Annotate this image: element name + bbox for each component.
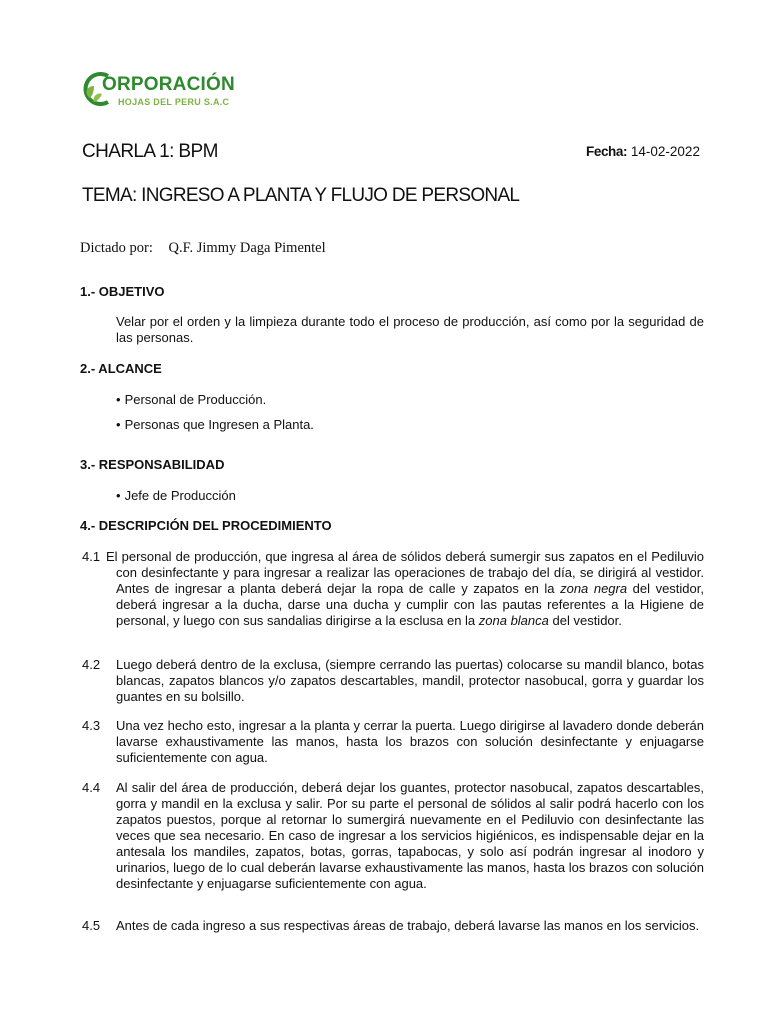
section-heading-objetivo: 1.- OBJETIVO [80,284,165,299]
procedure-text-4-2: Luego deberá dentro de la exclusa, (siempre cerrando las puertas) colocarse su mandil blanco, botas blancas, zapatos blancos y/o zapatos descartables, mandil, protector nasobucal, gorra y guardar los guantes en su bolsillo. [116,657,704,704]
procedure-text-4-3: Una vez hecho esto, ingresar a la planta y cerrar la puerta. Luego dirigirse al lavadero donde deberán lavarse exhaustivamente las manos, hasta los brazos con solución desinfectante y enjuagarse suficientemente con agua. [116,718,704,765]
section-heading-descripcion: 4.- DESCRIPCIÓN DEL PROCEDIMIENTO [80,518,332,533]
procedure-number: 4.2 [82,657,101,672]
procedure-text-4-1 [106,549,704,629]
logo-title: ORPORACIÓN [102,74,235,95]
company-logo [80,66,240,114]
procedure-number: 4.1 [82,549,101,564]
logo-subtitle: HOJAS DEL PERU S.A.C [118,97,230,107]
list-item-text: Jefe de Producción [124,488,236,503]
procedure-number: 4.3 [82,718,101,733]
charla-title: CHARLA 1: BPM [82,141,218,162]
speaker-label: Dictado por: [80,240,153,256]
bullet-icon: • [116,488,121,503]
list-item [116,488,236,503]
procedure-number: 4.4 [82,780,101,795]
procedure-text-4-4: Al salir del área de producción, deberá dejar los guantes, protector nasobucal, zapatos descartables, gorra y mandil en la exclusa y salir. Por su parte el personal de sólidos al salir podrá hacerlo con los zapatos puestos, porque al retornar lo sumergirá nuevamente en el Pediluvio con desinfectante las veces que sea necesario. En caso de ingresar a los servicios higiénicos, es indispensable dejar en la antesala los mandiles, zapatos, botas, gorras, tapabocas, y solo así podrán ingresar al inodoro y urinarios, luego de lo cual deberán lavarse exhaustivamente las manos, hasta los brazos con solución desinfectante y enjuagarse suficientemente con agua. [116,780,704,891]
procedure-text-4-5: Antes de cada ingreso a sus respectivas áreas de trabajo, deberá lavarse las manos en los servicios. [116,918,700,933]
procedure-text-part: del vestidor. [548,613,622,628]
bullet-icon: • [116,417,121,432]
procedure-text-emphasis: zona blanca [478,613,549,628]
tema-title: TEMA: INGRESO A PLANTA Y FLUJO DE PERSONAL [82,185,520,206]
date-label: Fecha: [586,144,628,159]
date-value: 14-02-2022 [630,144,700,159]
list-item-text: Personas que Ingresen a Planta. [124,417,314,432]
bullet-icon: • [116,392,121,407]
list-item-text: Personal de Producción. [124,392,267,407]
section-heading-alcance: 2.- ALCANCE [80,361,162,376]
procedure-number: 4.5 [82,918,101,933]
procedure-text-emphasis: zona negra [560,581,628,596]
date-field [586,144,700,159]
list-item [116,417,314,432]
procedure-text-part: El personal de producción, que ingresa al área de sólidos deberá sumergir sus zapatos en el Pediluvio con desinfectante y para ingresar a realizar las operaciones de trabajo del día, se dirigirá al vestidor. Antes de ingresar a planta deberá dejar la ropa de calle y zapatos en la [106,549,704,596]
list-item [116,392,266,407]
procedure-text-part: del vestidor, deberá ingresar a la ducha, darse una ducha y cumplir con las pautas referentes a la Higiene de personal, y luego con sus sandalias dirigirse a la esclusa en la [116,581,704,628]
speaker-line [80,240,326,257]
section-heading-responsabilidad: 3.- RESPONSABILIDAD [80,457,225,472]
speaker-name: Q.F. Jimmy Daga Pimentel [168,240,326,256]
objetivo-text: Velar por el orden y la limpieza durante todo el proceso de producción, así como por la seguridad de las personas. [116,314,704,345]
